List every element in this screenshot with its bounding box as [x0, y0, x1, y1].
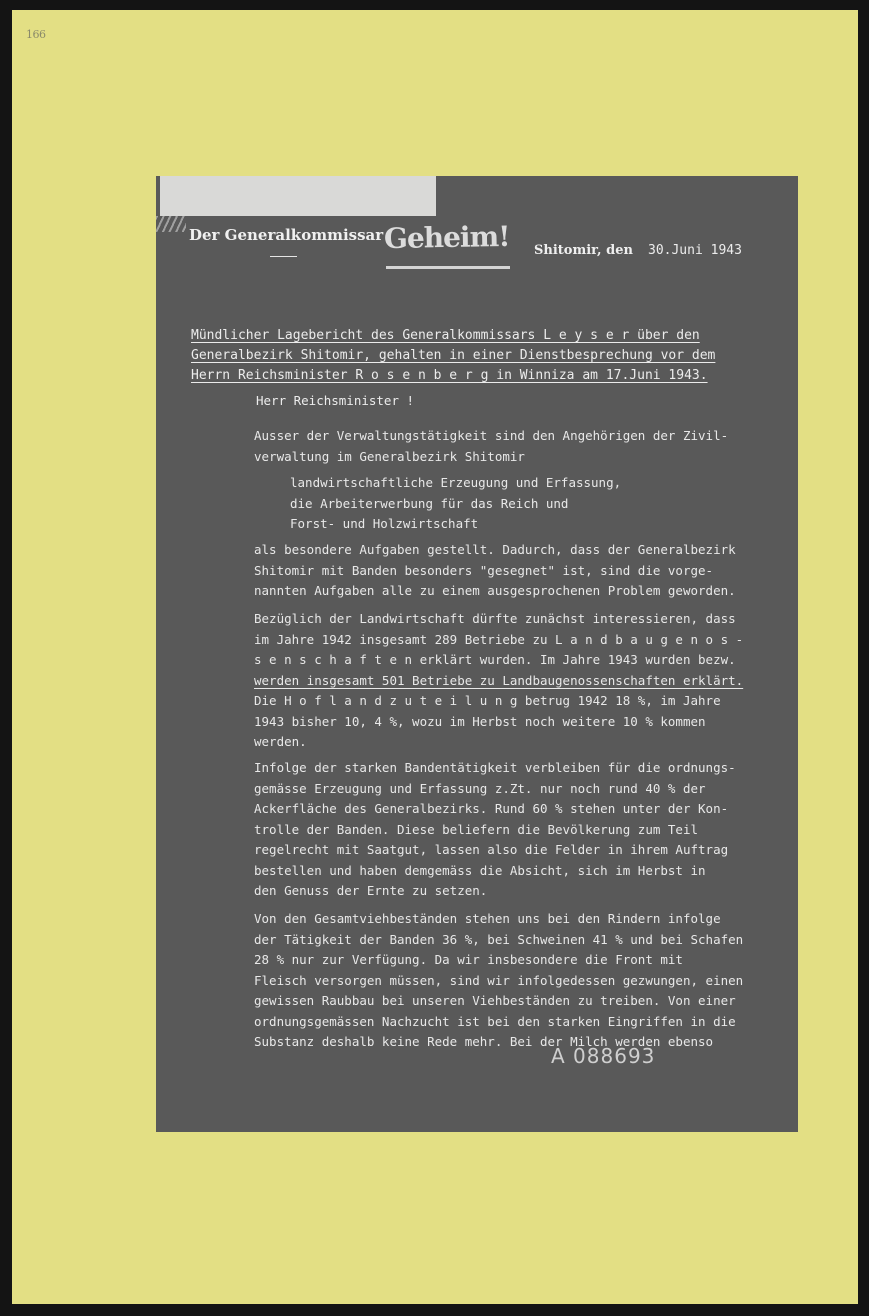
paragraph-agriculture — [254, 609, 794, 753]
body-line: ordnungsgemässen Nachzucht ist bei den starken Eingriffen in die — [254, 1013, 736, 1029]
body-line: Shitomir mit Banden besonders "gesegnet" ist, sind die vorge- — [254, 562, 714, 578]
stamp-underline — [386, 266, 510, 269]
body-line: 28 % nur zur Verfügung. Da wir insbesondere die Front mit — [254, 952, 683, 967]
paragraph-bands — [254, 758, 794, 902]
paragraph-intro — [254, 426, 794, 467]
body-line: als besondere Aufgaben gestellt. Dadurch, dass der Generalbezirk — [254, 542, 736, 557]
body-line: gemässe Erzeugung und Erfassung z.Zt. nur noch rund 40 % der — [254, 780, 706, 796]
report-title — [191, 326, 791, 386]
body-line: bestellen und haben demgemäss die Absicht, sich im Herbst in — [254, 862, 706, 878]
task-item: Forst- und Holzwirtschaft — [290, 516, 479, 531]
letterhead-organization: Der Generalkommissar — [189, 226, 384, 244]
paragraph-livestock — [254, 909, 794, 1053]
title-line: Generalbezirk Shitomir, gehalten in einer Dienstbesprechung vor dem — [191, 348, 716, 363]
task-list — [290, 473, 621, 535]
title-line: Herrn Reichsminister R o s e n b e r g in Winniza am 17.Juni 1943. — [191, 368, 708, 383]
body-line: regelrecht mit Saatgut, lassen also die Felder in ihrem Auftrag — [254, 842, 729, 857]
task-item: landwirtschaftliche Erzeugung und Erfassung, — [290, 475, 622, 490]
task-item: die Arbeiterwerbung für das Reich und — [290, 495, 569, 511]
letterhead-place: Shitomir, den — [534, 243, 633, 258]
body-line: Die H o f l a n d z u t e i l u n g betrug 1942 18 %, im Jahre — [254, 693, 721, 708]
body-line: Ackerfläche des Generalbezirks. Rund 60 % stehen unter der Kon- — [254, 801, 729, 816]
paper-scrap — [160, 176, 436, 216]
body-line: verwaltung im Generalbezirk Shitomir — [254, 448, 525, 464]
body-line: s e n s c h a f t e n erklärt wurden. Im Jahre 1943 wurden bezw. — [254, 652, 736, 667]
body-line: im Jahre 1942 insgesamt 289 Betriebe zu L a n d b a u g e n o s - — [254, 631, 744, 647]
body-line: Infolge der starken Bandentätigkeit verbleiben für die ordnungs- — [254, 760, 736, 775]
letterhead-rule — [270, 256, 297, 257]
body-line: Von den Gesamtviehbeständen stehen uns bei den Rindern infolge — [254, 911, 721, 926]
paragraph-tasks-followup — [254, 540, 794, 602]
body-line: Ausser der Verwaltungstätigkeit sind den Angehörigen der Zivil- — [254, 428, 729, 443]
body-line: Bezüglich der Landwirtschaft dürfte zunächst interessieren, dass — [254, 611, 736, 626]
torn-edge — [156, 216, 186, 232]
body-line: werden. — [254, 734, 307, 749]
body-line: nannten Aufgaben alle zu einem ausgesprochenen Problem geworden. — [254, 583, 736, 598]
archive-folder — [12, 10, 858, 1304]
body-line: gewissen Raubbau bei unseren Viehbeständen zu treiben. Von einer — [254, 993, 736, 1008]
body-line: trolle der Banden. Diese beliefern die Bevölkerung zum Teil — [254, 821, 699, 837]
body-line: Fleisch versorgen müssen, sind wir infolgedessen gezwungen, einen — [254, 972, 744, 988]
secret-stamp: Geheim! — [383, 219, 510, 256]
archive-number: A 088693 — [551, 1044, 656, 1068]
body-line: 1943 bisher 10, 4 %, wozu im Herbst noch weitere 10 % kommen — [254, 713, 706, 729]
body-line: den Genuss der Ernte zu setzen. — [254, 883, 488, 898]
body-line: Substanz deshalb keine Rede mehr. Bei der Milch werden ebenso — [254, 1034, 714, 1049]
body-line: werden insgesamt 501 Betriebe zu Landbaugenossenschaften erklärt. — [254, 672, 744, 688]
letter-date: 30.Juni 1943 — [648, 243, 742, 258]
body-line: der Tätigkeit der Banden 36 %, bei Schweinen 41 % und bei Schafen — [254, 931, 744, 947]
photostat-document — [156, 176, 798, 1132]
salutation: Herr Reichsminister ! — [256, 393, 415, 408]
pencil-page-number: 166 — [26, 28, 46, 41]
title-line: Mündlicher Lagebericht des Generalkommissars L e y s e r über den — [191, 328, 700, 343]
